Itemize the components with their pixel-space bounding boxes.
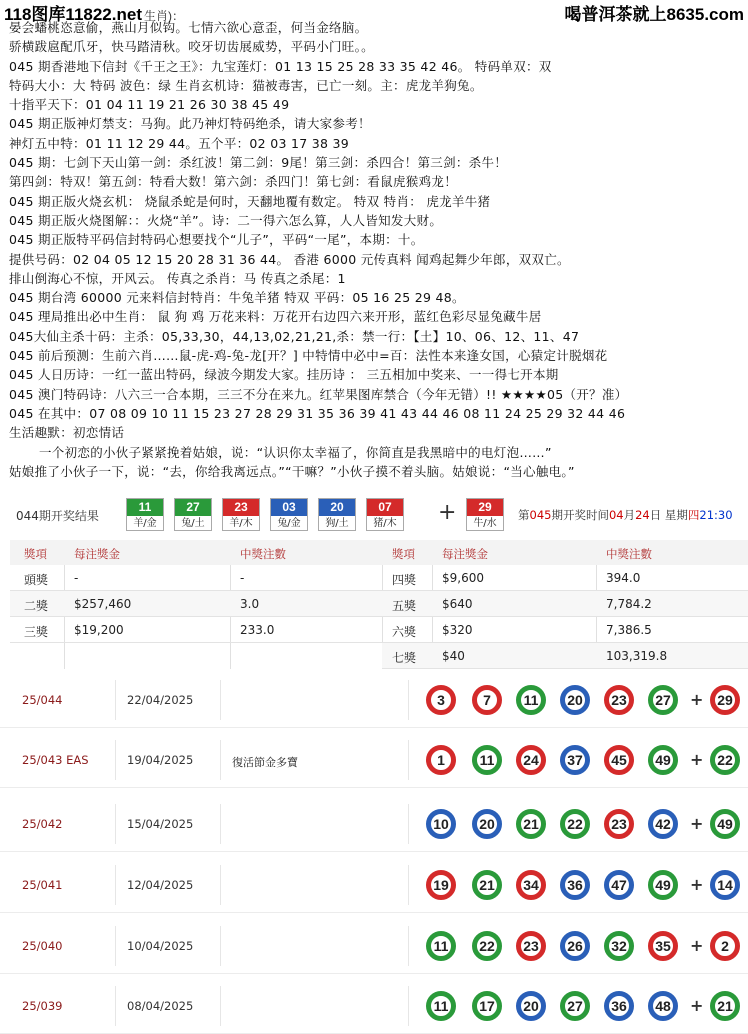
- number-ball: 11: [472, 745, 502, 775]
- row-divider: [0, 727, 748, 728]
- column-divider: [408, 986, 409, 1026]
- next-draw-clock: 21:30: [699, 508, 733, 522]
- draw-number: 25/044: [22, 693, 63, 707]
- prize-row: [382, 565, 748, 591]
- column-divider: [220, 740, 221, 780]
- prize-table: [10, 540, 748, 670]
- result-number: 20: [319, 499, 355, 516]
- prize-name: 三獎: [24, 625, 49, 639]
- forecast-line: 045 期台湾 60000 元来料信封特肖：牛兔羊猪 特双 平码：05 16 25 29 48。: [9, 290, 465, 306]
- forecast-line: 特码大小：大 特码 波色：绿 生肖玄机诗：猫被毒害，已亡一刻。主：虎龙羊狗兔。: [9, 77, 483, 93]
- number-ball: 20: [560, 685, 590, 715]
- number-ball: 21: [516, 809, 546, 839]
- forecast-line: 045 前后预测：生前六肖……鼠-虎-鸡-兔-龙[开？] 中特情中必中=百：法性本来逢女国，心猿定计脱烟花: [9, 348, 608, 364]
- result-zodiac: 兔/金: [277, 518, 301, 529]
- special-number-ball: 21: [710, 991, 740, 1021]
- forecast-line: 045 期：七剑下天山第一剑：杀红波！第二剑：9尾！第三剑：杀四合！第三剑：杀牛！: [9, 155, 508, 171]
- result-zodiac: 猪/木: [373, 518, 397, 529]
- site-left-title[interactable]: 118图库11822.net: [4, 5, 142, 24]
- prize-row: [382, 591, 748, 617]
- prize-amount: $257,460: [74, 597, 132, 611]
- special-number-ball: 49: [710, 809, 740, 839]
- result-strip-label: 044期开奖结果: [16, 509, 99, 523]
- prize-name: 五獎: [392, 599, 417, 613]
- column-divider: [220, 865, 221, 905]
- special-number-ball: 14: [710, 870, 740, 900]
- number-ball: 20: [516, 991, 546, 1021]
- draw-number: 25/040: [22, 939, 63, 953]
- forecast-line: 045 期正版火烧图解：：火烧“羊”。诗：二一得六怎么算，人人皆知发大财。: [9, 212, 443, 228]
- prize-amount: $40: [442, 649, 465, 663]
- prize-winners: 7,784.2: [606, 597, 652, 611]
- draw-date: 08/04/2025: [127, 999, 194, 1013]
- history-row[interactable]: [0, 918, 748, 974]
- result-number: 11: [127, 499, 163, 516]
- number-ball: 32: [604, 931, 634, 961]
- site-header: [0, 0, 748, 24]
- number-ball: 23: [604, 685, 634, 715]
- result-number: 23: [223, 499, 259, 516]
- forecast-line: 045 理局推出必中生肖： 鼠 狗 鸡 万花来料：万花开右边四六来开形，蓝红色彩尽显兔藏牛居: [9, 309, 542, 325]
- result-zodiac: 羊/金: [133, 518, 157, 529]
- row-divider: [0, 787, 748, 788]
- plus-icon: +: [690, 690, 704, 709]
- next-draw-prefix: 第: [518, 508, 530, 522]
- draw-number: 25/043 EAS: [22, 753, 89, 767]
- forecast-line: 045 在其中：07 08 09 10 11 15 23 27 28 29 31 35 36 39 41 43 44 46 08 11 24 25 29 32 44 46: [9, 405, 626, 421]
- draw-date: 19/04/2025: [127, 753, 194, 767]
- forecast-line: 045 人日历诗：一红一蓝出特码，绿波今期发大家。挂历诗 ： 三五相加中奖来、一一得七开本期: [9, 367, 559, 383]
- forecast-line: 045 期正版火烧玄机： 烧鼠杀蛇是何时，天翻地覆有数定。 特双 特肖： 虎龙羊牛猪: [9, 193, 491, 209]
- number-ball: 20: [472, 809, 502, 839]
- history-row[interactable]: [0, 732, 748, 788]
- next-draw-weekday-prefix: 星期: [664, 508, 688, 522]
- next-draw-month: 04: [608, 508, 624, 522]
- row-divider: [0, 973, 748, 974]
- history-row[interactable]: [0, 978, 748, 1034]
- forecast-line: 一个初恋的小伙子紧紧挽着姑娘，说：“认识你太幸福了，你简直是我黑暗中的电灯泡……”: [39, 444, 552, 460]
- prize-row: [10, 591, 382, 617]
- column-divider: [115, 804, 116, 844]
- forecast-line: 十指平天下：01 04 11 19 21 26 30 38 45 49: [9, 97, 290, 113]
- prize-amount: -: [74, 571, 79, 585]
- number-ball: 10: [426, 809, 456, 839]
- special-number-ball: 29: [710, 685, 740, 715]
- forecast-line: 045 期正版神灯禁支：马狗。此乃神灯特码绝杀，请大家参考！: [9, 116, 371, 132]
- prize-winners: 103,319.8: [606, 649, 668, 663]
- column-divider: [115, 865, 116, 905]
- forecast-line: 045 期正版特平码信封特码心想要找个“儿子”，平码“一尾”，本期：十。: [9, 232, 424, 248]
- next-draw-month-unit: 月: [623, 508, 636, 522]
- number-ball: 11: [426, 931, 456, 961]
- forecast-line: 045 期香港地下信封《千王之王》：九宝莲灯：01 13 15 25 28 33 35 42 46。 特码单双：双: [9, 58, 552, 74]
- next-draw-day: 24: [635, 508, 650, 522]
- number-ball: 37: [560, 745, 590, 775]
- result-chip: [174, 498, 212, 531]
- number-ball: 27: [648, 685, 678, 715]
- special-number-ball: 22: [710, 745, 740, 775]
- prize-name: 二獎: [24, 599, 49, 613]
- number-ball: 47: [604, 870, 634, 900]
- header-winners-right: 中獎注數: [606, 547, 652, 561]
- number-ball: 24: [516, 745, 546, 775]
- prize-amount: $9,600: [442, 571, 484, 585]
- number-ball: 22: [472, 931, 502, 961]
- result-number: 29: [467, 499, 503, 516]
- number-ball: 49: [648, 745, 678, 775]
- forecast-line: 提供号码：02 04 05 12 15 20 28 31 36 44。 香港 6000 元传真料 闻鸡起舞少年郎，双双亡。: [9, 251, 570, 267]
- special-number-ball: 2: [710, 931, 740, 961]
- history-row[interactable]: [0, 672, 748, 728]
- column-divider: [115, 680, 116, 720]
- result-chip: [366, 498, 404, 531]
- draw-note: 復活節金多寶: [232, 756, 298, 769]
- row-divider: [0, 912, 748, 913]
- forecast-line: 骄横跋扈配爪牙，快马踏清秋。咬牙切齿展威势，平码小门旺。。: [9, 39, 374, 55]
- plus-icon: +: [690, 996, 704, 1015]
- number-ball: 36: [604, 991, 634, 1021]
- plus-icon: +: [690, 936, 704, 955]
- prize-row: [10, 565, 382, 591]
- prize-winners: 233.0: [240, 623, 275, 637]
- number-ball: 1: [426, 745, 456, 775]
- result-zodiac: 兔/土: [181, 518, 205, 529]
- result-chip: [318, 498, 356, 531]
- column-divider: [220, 986, 221, 1026]
- prize-name: 六獎: [392, 625, 417, 639]
- number-ball: 48: [648, 991, 678, 1021]
- draw-date: 22/04/2025: [127, 693, 194, 707]
- forecast-line: 045 澳门特码诗：八六三一合本期，三三不分在来九。红苹果图库禁合（今年无错）!! ★★★★05（开？准）: [9, 386, 628, 402]
- prize-table-header: [10, 540, 748, 565]
- forecast-line: 第四剑：特双！第五剑：特看大数！第六剑：杀四门！第七剑：看鼠虎猴鸡龙！: [9, 174, 458, 190]
- history-row[interactable]: [0, 796, 748, 852]
- number-ball: 11: [516, 685, 546, 715]
- column-divider: [220, 926, 221, 966]
- result-zodiac: 狗/土: [325, 518, 349, 529]
- number-ball: 36: [560, 870, 590, 900]
- draw-date: 10/04/2025: [127, 939, 194, 953]
- prize-row: [382, 643, 748, 669]
- prize-name: 四獎: [392, 573, 417, 587]
- draw-number: 25/041: [22, 878, 63, 892]
- forecast-line: 生活趣默：初恋情话: [9, 425, 125, 441]
- prize-winners: 3.0: [240, 597, 260, 611]
- number-ball: 11: [426, 991, 456, 1021]
- result-number: 27: [175, 499, 211, 516]
- prize-name: 頭獎: [24, 573, 49, 587]
- site-left-subtitle: 生肖)：: [143, 9, 184, 23]
- number-ball: 7: [472, 685, 502, 715]
- column-divider: [220, 680, 221, 720]
- draw-date: 12/04/2025: [127, 878, 194, 892]
- number-ball: 35: [648, 931, 678, 961]
- prize-row: [382, 617, 748, 643]
- result-chip: [466, 498, 504, 531]
- number-ball: 34: [516, 870, 546, 900]
- column-divider: [408, 926, 409, 966]
- column-divider: [220, 804, 221, 844]
- column-divider: [408, 804, 409, 844]
- header-winners: 中獎注數: [240, 547, 286, 561]
- forecast-line: 神灯五中特：01 11 12 29 44。五个平：02 03 17 38 39: [9, 135, 350, 151]
- result-strip: [10, 498, 748, 534]
- header-prize: 獎項: [24, 547, 47, 561]
- result-chip: [126, 498, 164, 531]
- forecast-line: 排山倒海心不惊，开风云。 传真之杀肖：马 传真之杀尾：1: [9, 270, 346, 286]
- header-prize-right: 獎項: [392, 547, 415, 561]
- draw-number: 25/039: [22, 999, 63, 1013]
- prize-winners: -: [240, 571, 245, 585]
- number-ball: 42: [648, 809, 678, 839]
- column-divider: [408, 740, 409, 780]
- column-divider: [408, 680, 409, 720]
- next-draw-issue: 045: [529, 508, 552, 522]
- forecast-line: 姑娘推了小伙子一下，说：“去，你给我离远点。”“干嘛？”小伙子摸不着头脑。姑娘说：“当心触电。”: [9, 463, 575, 479]
- draw-date: 15/04/2025: [127, 817, 194, 831]
- plus-icon: +: [690, 814, 704, 833]
- prize-winners: 394.0: [606, 571, 641, 585]
- prize-winners: 7,386.5: [606, 623, 652, 637]
- number-ball: 3: [426, 685, 456, 715]
- column-divider: [115, 740, 116, 780]
- history-row[interactable]: [0, 857, 748, 913]
- forecast-line: 晏会蟠桃恣意偷，燕山月似钩。七情六欲心意歪，何当金络脑。: [9, 20, 368, 35]
- result-zodiac: 羊/木: [229, 518, 253, 529]
- prize-row: [10, 617, 382, 643]
- column-divider: [115, 986, 116, 1026]
- header-prize-amount: 每注獎金: [74, 547, 120, 561]
- result-zodiac: 牛/水: [473, 518, 497, 529]
- number-ball: 23: [604, 809, 634, 839]
- row-divider: [0, 851, 748, 852]
- plus-icon: +: [690, 750, 704, 769]
- number-ball: 17: [472, 991, 502, 1021]
- number-ball: 45: [604, 745, 634, 775]
- plus-icon: +: [438, 500, 457, 525]
- result-chip: [222, 498, 260, 531]
- prize-amount: $19,200: [74, 623, 124, 637]
- result-chip: [270, 498, 308, 531]
- site-logo-right[interactable]: 喝普洱茶就上8635.com: [564, 5, 744, 24]
- number-ball: 21: [472, 870, 502, 900]
- draw-number: 25/042: [22, 817, 63, 831]
- prize-amount: $640: [442, 597, 473, 611]
- prize-amount: $320: [442, 623, 473, 637]
- header-prize-amount-right: 每注獎金: [442, 547, 488, 561]
- column-divider: [115, 926, 116, 966]
- next-draw-weekday: 四: [687, 508, 700, 522]
- plus-icon: +: [690, 875, 704, 894]
- number-ball: 26: [560, 931, 590, 961]
- number-ball: 49: [648, 870, 678, 900]
- result-number: 03: [271, 499, 307, 516]
- number-ball: 27: [560, 991, 590, 1021]
- prize-name: 七獎: [392, 651, 417, 665]
- next-draw-time: [518, 507, 733, 523]
- next-draw-day-unit: 日: [649, 508, 662, 522]
- column-divider: [408, 865, 409, 905]
- number-ball: 19: [426, 870, 456, 900]
- forecast-text: [9, 18, 745, 481]
- result-number: 07: [367, 499, 403, 516]
- number-ball: 23: [516, 931, 546, 961]
- next-draw-mid: 期开奖时间: [551, 508, 609, 522]
- forecast-line: 045大仙主杀十码：主杀：05,33,30，44,13,02,21,21,杀：禁一行：【土】10、06、12、11、47: [9, 328, 580, 344]
- number-ball: 22: [560, 809, 590, 839]
